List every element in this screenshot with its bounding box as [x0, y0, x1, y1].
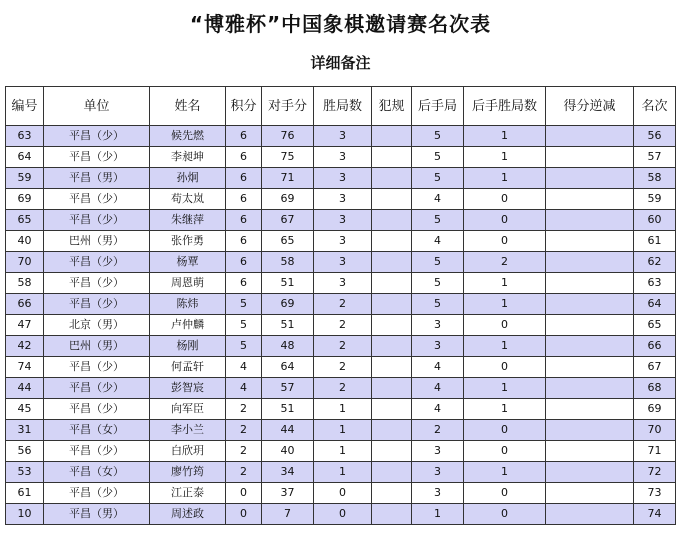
- second-wins-cell: 1: [464, 294, 546, 315]
- rank-cell: 71: [634, 441, 676, 462]
- reverse-score-cell: [546, 504, 634, 525]
- second-wins-cell: 1: [464, 168, 546, 189]
- second-wins-cell: 0: [464, 357, 546, 378]
- unit-cell: 平昌（少）: [44, 399, 150, 420]
- reverse-score-cell: [546, 336, 634, 357]
- col-header-rank: 名次: [634, 87, 676, 126]
- second-games-cell: 5: [412, 294, 464, 315]
- unit-cell: 平昌（少）: [44, 189, 150, 210]
- name-cell: 孙炯: [150, 168, 226, 189]
- fouls-cell: [372, 273, 412, 294]
- wins-cell: 2: [314, 315, 372, 336]
- unit-cell: 平昌（男）: [44, 504, 150, 525]
- second-wins-cell: 1: [464, 147, 546, 168]
- score-cell: 5: [226, 315, 262, 336]
- page-title: “博雅杯”中国象棋邀请赛名次表: [189, 12, 492, 36]
- reverse-score-cell: [546, 399, 634, 420]
- second-games-cell: 3: [412, 315, 464, 336]
- second-games-cell: 4: [412, 378, 464, 399]
- opponent-score-cell: 67: [262, 210, 314, 231]
- wins-cell: 2: [314, 336, 372, 357]
- rank-cell: 64: [634, 294, 676, 315]
- rank-cell: 62: [634, 252, 676, 273]
- number-cell: 61: [6, 483, 44, 504]
- col-header-fouls: 犯规: [372, 87, 412, 126]
- score-cell: 2: [226, 462, 262, 483]
- second-games-cell: 5: [412, 252, 464, 273]
- rank-cell: 59: [634, 189, 676, 210]
- number-cell: 31: [6, 420, 44, 441]
- fouls-cell: [372, 126, 412, 147]
- rank-cell: 63: [634, 273, 676, 294]
- col-header-reverse-score: 得分逆减: [546, 87, 634, 126]
- second-wins-cell: 2: [464, 252, 546, 273]
- name-cell: 江正泰: [150, 483, 226, 504]
- fouls-cell: [372, 399, 412, 420]
- wins-cell: 2: [314, 357, 372, 378]
- col-header-name: 姓名: [150, 87, 226, 126]
- wins-cell: 3: [314, 210, 372, 231]
- name-cell: 苟太岚: [150, 189, 226, 210]
- name-cell: 李小兰: [150, 420, 226, 441]
- table-row: [6, 504, 676, 525]
- reverse-score-cell: [546, 126, 634, 147]
- number-cell: 69: [6, 189, 44, 210]
- name-cell: 朱继萍: [150, 210, 226, 231]
- unit-cell: 平昌（少）: [44, 441, 150, 462]
- rank-cell: 67: [634, 357, 676, 378]
- fouls-cell: [372, 357, 412, 378]
- unit-cell: 平昌（少）: [44, 252, 150, 273]
- reverse-score-cell: [546, 147, 634, 168]
- table-row: [6, 273, 676, 294]
- rank-cell: 58: [634, 168, 676, 189]
- unit-cell: 平昌（少）: [44, 210, 150, 231]
- unit-cell: 平昌（少）: [44, 483, 150, 504]
- score-cell: 6: [226, 231, 262, 252]
- unit-cell: 巴州（男）: [44, 336, 150, 357]
- reverse-score-cell: [546, 210, 634, 231]
- table-row: [6, 210, 676, 231]
- score-cell: 2: [226, 441, 262, 462]
- number-cell: 66: [6, 294, 44, 315]
- table-row: [6, 378, 676, 399]
- number-cell: 45: [6, 399, 44, 420]
- rank-cell: 73: [634, 483, 676, 504]
- table-row: [6, 147, 676, 168]
- second-wins-cell: 0: [464, 441, 546, 462]
- second-wins-cell: 0: [464, 504, 546, 525]
- opponent-score-cell: 58: [262, 252, 314, 273]
- table-row: [6, 399, 676, 420]
- name-cell: 向军臣: [150, 399, 226, 420]
- table-row: [6, 357, 676, 378]
- number-cell: 64: [6, 147, 44, 168]
- second-wins-cell: 1: [464, 462, 546, 483]
- reverse-score-cell: [546, 378, 634, 399]
- fouls-cell: [372, 315, 412, 336]
- unit-cell: 平昌（少）: [44, 357, 150, 378]
- reverse-score-cell: [546, 357, 634, 378]
- fouls-cell: [372, 189, 412, 210]
- opponent-score-cell: 51: [262, 399, 314, 420]
- unit-cell: 北京（男）: [44, 315, 150, 336]
- reverse-score-cell: [546, 420, 634, 441]
- second-wins-cell: 1: [464, 378, 546, 399]
- name-cell: 周述政: [150, 504, 226, 525]
- name-cell: 周恩萌: [150, 273, 226, 294]
- fouls-cell: [372, 147, 412, 168]
- second-games-cell: 4: [412, 357, 464, 378]
- unit-cell: 平昌（少）: [44, 378, 150, 399]
- wins-cell: 3: [314, 252, 372, 273]
- name-cell: 何孟轩: [150, 357, 226, 378]
- col-header-opponent-score: 对手分: [262, 87, 314, 126]
- opponent-score-cell: 7: [262, 504, 314, 525]
- second-games-cell: 5: [412, 168, 464, 189]
- second-games-cell: 3: [412, 336, 464, 357]
- col-header-second-wins: 后手胜局数: [464, 87, 546, 126]
- wins-cell: 3: [314, 273, 372, 294]
- rank-cell: 72: [634, 462, 676, 483]
- unit-cell: 平昌（少）: [44, 273, 150, 294]
- table-row: [6, 420, 676, 441]
- score-cell: 5: [226, 294, 262, 315]
- col-header-score: 积分: [226, 87, 262, 126]
- number-cell: 63: [6, 126, 44, 147]
- score-cell: 2: [226, 399, 262, 420]
- score-cell: 0: [226, 504, 262, 525]
- second-games-cell: 3: [412, 462, 464, 483]
- second-wins-cell: 0: [464, 189, 546, 210]
- reverse-score-cell: [546, 294, 634, 315]
- second-wins-cell: 0: [464, 483, 546, 504]
- rank-cell: 70: [634, 420, 676, 441]
- opponent-score-cell: 48: [262, 336, 314, 357]
- score-cell: 6: [226, 210, 262, 231]
- second-games-cell: 5: [412, 210, 464, 231]
- rank-cell: 61: [634, 231, 676, 252]
- opponent-score-cell: 64: [262, 357, 314, 378]
- score-cell: 6: [226, 273, 262, 294]
- unit-cell: 平昌（少）: [44, 147, 150, 168]
- second-wins-cell: 1: [464, 126, 546, 147]
- wins-cell: 3: [314, 168, 372, 189]
- second-wins-cell: 0: [464, 231, 546, 252]
- table-row: [6, 462, 676, 483]
- rank-cell: 57: [634, 147, 676, 168]
- reverse-score-cell: [546, 189, 634, 210]
- opponent-score-cell: 76: [262, 126, 314, 147]
- opponent-score-cell: 34: [262, 462, 314, 483]
- unit-cell: 平昌（女）: [44, 420, 150, 441]
- second-wins-cell: 1: [464, 399, 546, 420]
- opponent-score-cell: 57: [262, 378, 314, 399]
- table-row: [6, 294, 676, 315]
- fouls-cell: [372, 336, 412, 357]
- number-cell: 42: [6, 336, 44, 357]
- rank-cell: 74: [634, 504, 676, 525]
- wins-cell: 3: [314, 189, 372, 210]
- score-cell: 5: [226, 336, 262, 357]
- wins-cell: 3: [314, 126, 372, 147]
- number-cell: 44: [6, 378, 44, 399]
- score-cell: 0: [226, 483, 262, 504]
- number-cell: 74: [6, 357, 44, 378]
- name-cell: 杨刚: [150, 336, 226, 357]
- wins-cell: 2: [314, 294, 372, 315]
- col-header-second-games: 后手局: [412, 87, 464, 126]
- page-subtitle: 详细备注: [310, 54, 371, 72]
- score-cell: 6: [226, 168, 262, 189]
- opponent-score-cell: 40: [262, 441, 314, 462]
- second-wins-cell: 0: [464, 315, 546, 336]
- fouls-cell: [372, 483, 412, 504]
- score-cell: 6: [226, 126, 262, 147]
- opponent-score-cell: 69: [262, 294, 314, 315]
- second-games-cell: 4: [412, 189, 464, 210]
- second-wins-cell: 0: [464, 210, 546, 231]
- unit-cell: 巴州（男）: [44, 231, 150, 252]
- rank-cell: 68: [634, 378, 676, 399]
- second-wins-cell: 0: [464, 420, 546, 441]
- fouls-cell: [372, 231, 412, 252]
- table-row: [6, 126, 676, 147]
- second-wins-cell: 1: [464, 273, 546, 294]
- reverse-score-cell: [546, 252, 634, 273]
- col-header-unit: 单位: [44, 87, 150, 126]
- fouls-cell: [372, 210, 412, 231]
- opponent-score-cell: 51: [262, 315, 314, 336]
- wins-cell: 0: [314, 504, 372, 525]
- second-games-cell: 5: [412, 126, 464, 147]
- rank-cell: 69: [634, 399, 676, 420]
- table-row: [6, 483, 676, 504]
- rank-cell: 66: [634, 336, 676, 357]
- unit-cell: 平昌（男）: [44, 168, 150, 189]
- opponent-score-cell: 75: [262, 147, 314, 168]
- table-row: [6, 168, 676, 189]
- reverse-score-cell: [546, 231, 634, 252]
- score-cell: 6: [226, 189, 262, 210]
- second-games-cell: 5: [412, 273, 464, 294]
- number-cell: 53: [6, 462, 44, 483]
- name-cell: 杨覃: [150, 252, 226, 273]
- fouls-cell: [372, 252, 412, 273]
- second-games-cell: 3: [412, 441, 464, 462]
- wins-cell: 1: [314, 399, 372, 420]
- second-wins-cell: 1: [464, 336, 546, 357]
- opponent-score-cell: 65: [262, 231, 314, 252]
- number-cell: 70: [6, 252, 44, 273]
- number-cell: 59: [6, 168, 44, 189]
- name-cell: 白欣玥: [150, 441, 226, 462]
- fouls-cell: [372, 504, 412, 525]
- score-cell: 2: [226, 420, 262, 441]
- number-cell: 56: [6, 441, 44, 462]
- table-body: [6, 126, 676, 525]
- second-games-cell: 5: [412, 147, 464, 168]
- number-cell: 47: [6, 315, 44, 336]
- wins-cell: 2: [314, 378, 372, 399]
- table-row: [6, 315, 676, 336]
- number-cell: 65: [6, 210, 44, 231]
- reverse-score-cell: [546, 483, 634, 504]
- second-games-cell: 4: [412, 231, 464, 252]
- col-header-wins: 胜局数: [314, 87, 372, 126]
- name-cell: 候先燃: [150, 126, 226, 147]
- rank-cell: 56: [634, 126, 676, 147]
- table-row: [6, 231, 676, 252]
- name-cell: 张作勇: [150, 231, 226, 252]
- wins-cell: 1: [314, 420, 372, 441]
- opponent-score-cell: 71: [262, 168, 314, 189]
- fouls-cell: [372, 441, 412, 462]
- score-cell: 4: [226, 378, 262, 399]
- second-games-cell: 3: [412, 483, 464, 504]
- wins-cell: 1: [314, 441, 372, 462]
- col-header-number: 编号: [6, 87, 44, 126]
- second-games-cell: 1: [412, 504, 464, 525]
- score-cell: 4: [226, 357, 262, 378]
- name-cell: 李昶坤: [150, 147, 226, 168]
- name-cell: 廖竹筠: [150, 462, 226, 483]
- opponent-score-cell: 37: [262, 483, 314, 504]
- unit-cell: 平昌（少）: [44, 294, 150, 315]
- second-games-cell: 2: [412, 420, 464, 441]
- name-cell: 卢仲麟: [150, 315, 226, 336]
- wins-cell: 1: [314, 462, 372, 483]
- opponent-score-cell: 44: [262, 420, 314, 441]
- name-cell: 彭智宸: [150, 378, 226, 399]
- table-row: [6, 441, 676, 462]
- rank-cell: 60: [634, 210, 676, 231]
- fouls-cell: [372, 168, 412, 189]
- number-cell: 58: [6, 273, 44, 294]
- fouls-cell: [372, 378, 412, 399]
- fouls-cell: [372, 462, 412, 483]
- table-row: [6, 252, 676, 273]
- rank-cell: 65: [634, 315, 676, 336]
- opponent-score-cell: 51: [262, 273, 314, 294]
- wins-cell: 3: [314, 147, 372, 168]
- header-row: [6, 87, 676, 126]
- score-cell: 6: [226, 147, 262, 168]
- fouls-cell: [372, 294, 412, 315]
- opponent-score-cell: 69: [262, 189, 314, 210]
- fouls-cell: [372, 420, 412, 441]
- second-games-cell: 4: [412, 399, 464, 420]
- score-cell: 6: [226, 252, 262, 273]
- number-cell: 10: [6, 504, 44, 525]
- reverse-score-cell: [546, 168, 634, 189]
- reverse-score-cell: [546, 273, 634, 294]
- number-cell: 40: [6, 231, 44, 252]
- wins-cell: 0: [314, 483, 372, 504]
- table-row: [6, 336, 676, 357]
- reverse-score-cell: [546, 462, 634, 483]
- unit-cell: 平昌（少）: [44, 126, 150, 147]
- unit-cell: 平昌（女）: [44, 462, 150, 483]
- reverse-score-cell: [546, 441, 634, 462]
- name-cell: 陈炜: [150, 294, 226, 315]
- results-table: [5, 86, 676, 525]
- table-row: [6, 189, 676, 210]
- wins-cell: 3: [314, 231, 372, 252]
- reverse-score-cell: [546, 315, 634, 336]
